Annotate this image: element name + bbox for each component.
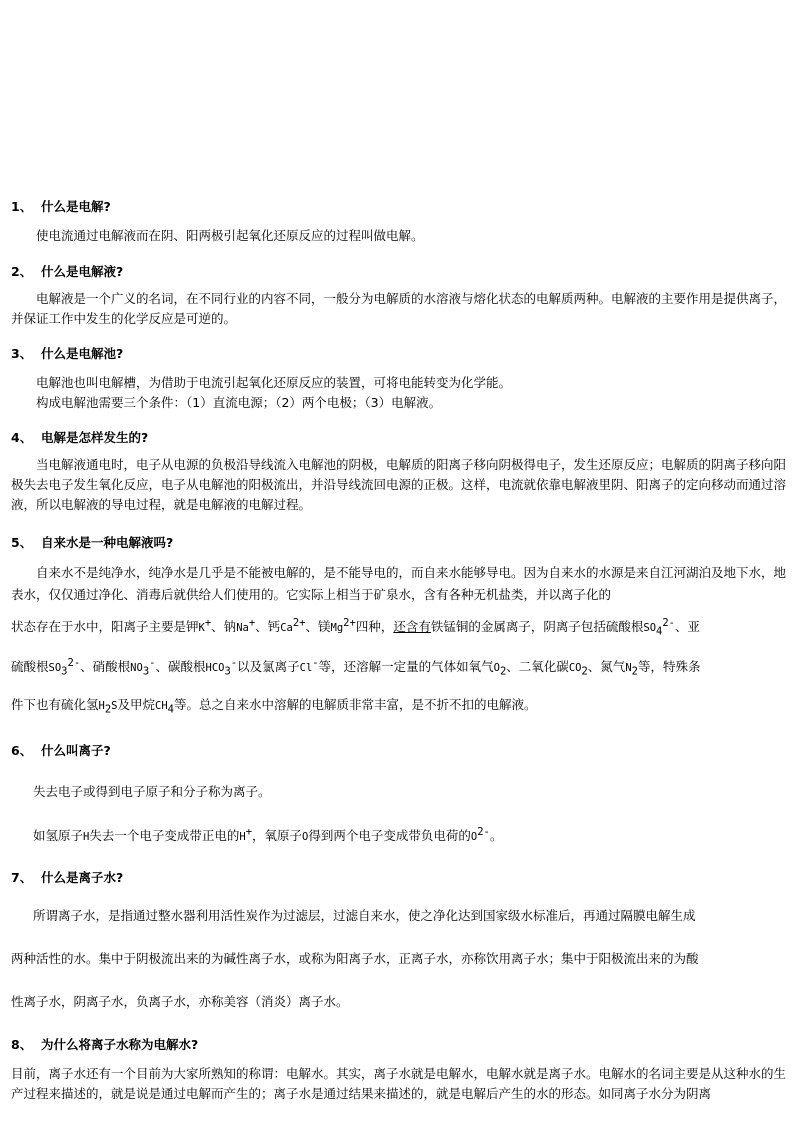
paragraph-q4: 当电解液通电时，电子从电源的负极沿导线流入电解池的阴极，电解质的阳离子移向阴极得电子，发生还原反应；电解质的阴离子移向阳极失去电子发生氧化反应，电子从电解池的阳极流出，并沿导线流回电源的正极。这样，电流就依靠电解液里阴、阳离子的定向移动而通过溶液，所以电解液的导电过程，就是电解液的电解过程。: [11, 457, 787, 512]
paragraph-q3-line2: 构成电解池需要三个条件：（1）直流电源；（2）两个电极；（3）电解液。: [36, 395, 442, 410]
heading-title: 什么是电解液?: [41, 264, 124, 279]
heading-q1: 1、 什么是电解?: [11, 199, 111, 214]
paragraph-q3-line1: 电解池也叫电解槽，为借助于电流引起氧化还原反应的装置，可将电能转变为化学能。: [36, 375, 512, 390]
heading-title: 什么是电解?: [41, 199, 111, 214]
heading-title: 为什么将离子水称为电解水?: [41, 1037, 199, 1052]
heading-q3: 3、 什么是电解池?: [11, 346, 124, 361]
paragraph-q6-line1: 失去电子或得到电子原子和分子称为离子。: [33, 784, 271, 799]
heading-q7: 7、 什么是离子水?: [11, 870, 124, 885]
paragraph-q1: 使电流通过电解液而在阴、阳两极引起氧化还原反应的过程叫做电解。: [36, 228, 424, 243]
paragraph-q8: 目前，离子水还有一个目前为大家所熟知的称谓：电解水。其实，离子水就是电解水，电解水就是离子水。电解水的名词主要是从这种水的生产过程来描述的，就是说是通过电解而产生的；离子水是通过结果来描述的，就是电解后产生的水的形态。如同离子水分为阴离: [11, 1066, 787, 1101]
heading-title: 什么是电解池?: [41, 346, 124, 361]
paragraph-q5-line3: 状态存在于水中，阳离子主要是钾K+、钠Na+、钙$Ca^{2+}$、镁$Mg^{2+}$四种，还含有铁锰铜的金属离子，阴离子包括硫酸根$SO_4^{2-}$、亚: [11, 616, 701, 638]
paragraph-q7-line2: 两种活性的水。集中于阴极流出来的为碱性离子水，或称为阳离子水，正离子水，亦称饮用离子水；集中于阳极流出来的为酸: [11, 951, 699, 966]
heading-q2: 2、 什么是电解液?: [11, 264, 124, 279]
heading-q8: 8、 为什么将离子水称为电解水?: [11, 1037, 199, 1052]
paragraph-q7-line1: 所谓离子水，是指通过整水器利用活性炭作为过滤层，过滤自来水，使之净化达到国家级水标准后，再通过隔膜电解生成: [33, 908, 696, 923]
heading-q6: 6、 什么叫离子?: [11, 743, 111, 758]
paragraph-q5-line5: 件下也有硫化氢$H_2S$及甲烷$CH_4$等。总之自来水中溶解的电解质非常丰富，是不折不扣的电解液。: [11, 697, 537, 716]
paragraph-q7-line3: 性离子水，阴离子水，负离子水，亦称美容（消炎）离子水。: [11, 994, 349, 1009]
paragraph-q5-line4: 硫酸根$SO_3^{2-}$、硝酸根$NO_3^-$、碳酸根$HCO_3^-$以及氯离子Cl-等，还溶解一定量的气体如氧气$O_2$、二氧化碳$CO_2$、氮气$N_2$等，特殊条: [11, 656, 701, 678]
heading-title: 电解是怎样发生的?: [41, 430, 149, 445]
heading-title: 什么是离子水?: [41, 870, 124, 885]
heading-q5: 5、 自来水是一种电解液吗?: [11, 535, 174, 550]
paragraph-q6-line2: 如氢原子H失去一个电子变成带正电的H+，氧原子O得到两个电子变成带负电荷的$O^{2-}$。: [33, 825, 503, 843]
heading-title: 什么叫离子?: [41, 743, 111, 758]
heading-q4: 4、 电解是怎样发生的?: [11, 430, 149, 445]
paragraph-q2: 电解液是一个广义的名词，在不同行业的内容不同，一般分为电解质的水溶液与熔化状态的电解质两种。电解液的主要作用是提供离子，并保证工作中发生的化学反应是可逆的。: [11, 291, 787, 326]
paragraph-q5-line1: 自来水不是纯净水，纯净水是几乎是不能被电解的，是不能导电的，而自来水能够导电。因为自来水的水源是来自江河湖泊及地下水，地表水，仅仅通过净化、消毒后就供给人们使用的。它实际上相当于矿泉水，含有各种无机盐类，并以离子化的: [11, 565, 787, 602]
heading-title: 自来水是一种电解液吗?: [41, 535, 174, 550]
